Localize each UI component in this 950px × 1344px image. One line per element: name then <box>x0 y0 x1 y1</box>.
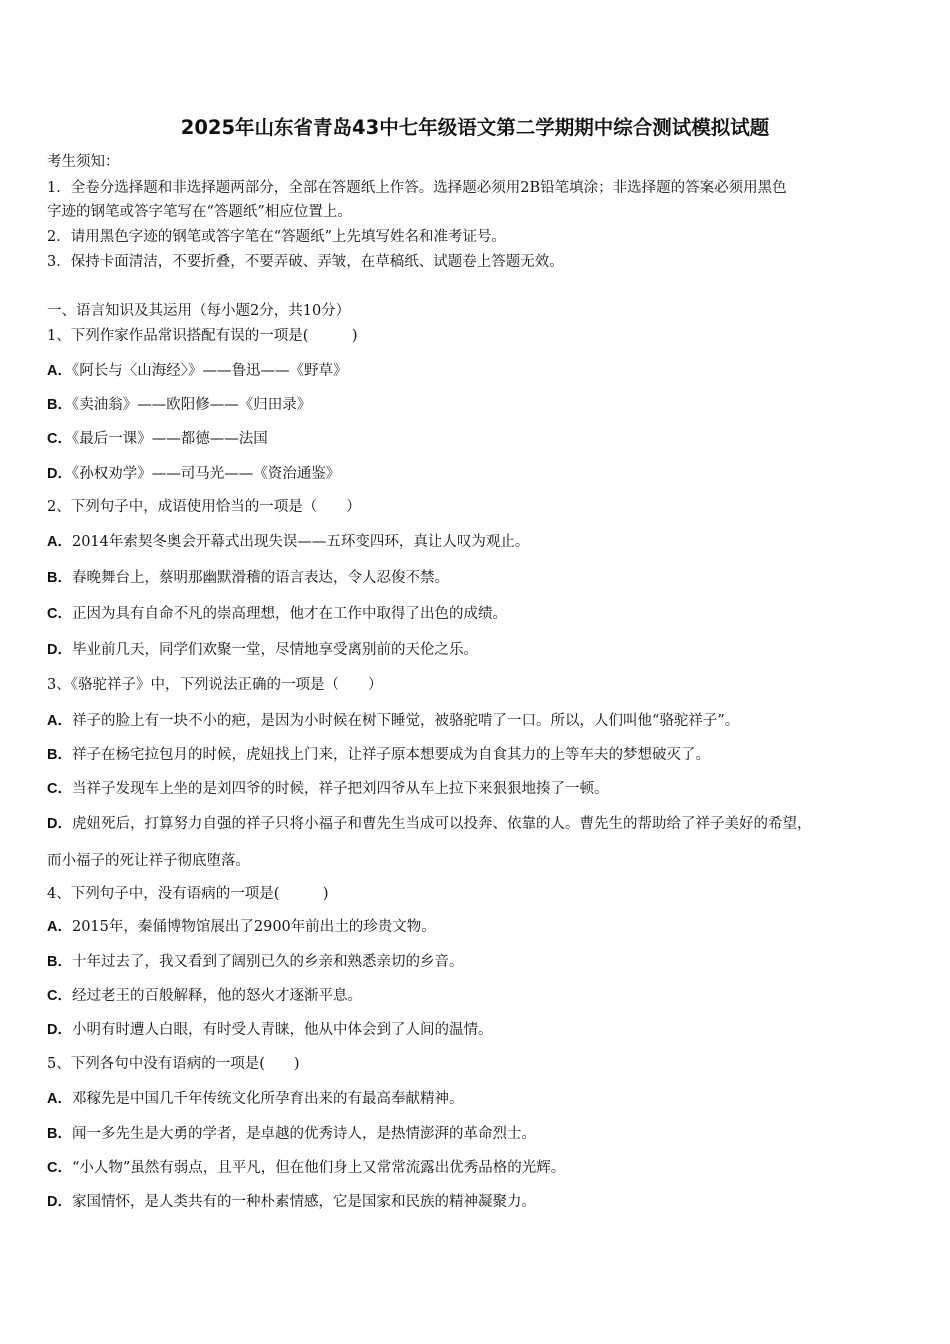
option-letter: D． <box>47 816 72 832</box>
option-text: 祥子的脸上有一块不小的疤，是因为小时候在树下睡觉，被骆驼啃了一口。所以，人们叫他“骆驼祥子”。 <box>71 713 740 729</box>
option-letter: A． <box>47 1091 72 1107</box>
option-text: 《卖油翁》——欧阳修——《归田录》 <box>71 397 312 413</box>
option-text: 邓稼先是中国几千年传统文化所孕育出来的有最高奉献精神。 <box>71 1091 464 1107</box>
option-text: 经过老王的百般解释，他的怒火才逐渐平息。 <box>71 988 362 1004</box>
section-heading: 一、语言知识及其运用（每小题2分，共10分） <box>47 303 351 319</box>
question-3-option-a <box>47 712 739 730</box>
option-letter: B． <box>47 954 72 970</box>
option-letter: C． <box>47 431 72 447</box>
option-letter: D． <box>47 642 72 658</box>
question-2-stem: 2、下列句子中，成语使用恰当的一项是（ ） <box>47 499 361 515</box>
option-letter: A． <box>47 363 72 379</box>
notice-heading: 考生须知： <box>47 154 120 170</box>
question-2-option-b <box>47 569 449 587</box>
option-text: 小明有时遭人白眼，有时受人青睐，他从中体会到了人间的温情。 <box>71 1022 493 1038</box>
option-letter: A． <box>47 534 72 550</box>
question-2-option-a <box>47 533 529 551</box>
option-text: 祥子在杨宅拉包月的时候，虎妞找上门来，让祥子原本想要成为自食其力的上等车夫的梦想破灭了。 <box>71 747 710 763</box>
option-letter: B． <box>47 570 72 586</box>
option-letter: B． <box>47 747 72 763</box>
question-5-option-b <box>47 1125 536 1143</box>
option-letter: C． <box>47 781 72 797</box>
option-text: 2015年，秦俑博物馆展出了2900年前出土的珍贵文物。 <box>71 919 436 935</box>
option-text: 当祥子发现车上坐的是刘四爷的时候，祥子把刘四爷从车上拉下来狠狠地揍了一顿。 <box>71 781 609 797</box>
question-5-option-c <box>47 1159 565 1177</box>
question-2-option-c <box>47 605 507 623</box>
question-4-stem: 4、下列句子中，没有语病的一项是( ) <box>47 886 329 902</box>
notice-item-2: 2．请用黑色字迹的钢笔或答字笔在“答题纸”上先填写姓名和准考证号。 <box>47 229 507 245</box>
question-4-option-a <box>47 918 436 936</box>
option-text: 正因为具有自命不凡的崇高理想，他才在工作中取得了出色的成绩。 <box>71 606 507 622</box>
option-text: 闻一多先生是大勇的学者，是卓越的优秀诗人，是热情澎湃的革命烈士。 <box>71 1126 536 1142</box>
option-letter: C． <box>47 988 72 1004</box>
question-3-option-b <box>47 746 710 764</box>
option-letter: C． <box>47 606 72 622</box>
question-1-option-a <box>47 362 347 380</box>
option-letter: A． <box>47 919 72 935</box>
option-text: 《孙权劝学》——司马光——《资治通鉴》 <box>71 466 341 482</box>
option-letter: B． <box>47 1126 72 1142</box>
option-text: 虎妞死后，打算努力自强的祥子只将小福子和曹先生当成可以投奔、依靠的人。曹先生的帮助给了祥子美好的希望， <box>71 816 812 832</box>
option-letter: C． <box>47 1160 72 1176</box>
question-1-option-c <box>47 430 268 448</box>
option-text: 毕业前几天，同学们欢聚一堂，尽情地享受离别前的天伦之乐。 <box>71 642 478 658</box>
notice-item-3: 3．保持卡面清洁，不要折叠，不要弄破、弄皱，在草稿纸、试题卷上答题无效。 <box>47 254 564 270</box>
option-letter: D． <box>47 1194 72 1210</box>
notice-item-1-line-1: 1．全卷分选择题和非选择题两部分，全部在答题纸上作答。选择题必须用2B铅笔填涂；非选择题的答案必须用黑色 <box>47 180 787 196</box>
question-1-option-b <box>47 396 311 414</box>
question-3-stem: 3、《骆驼祥子》中，下列说法正确的一项是（ ） <box>47 677 383 693</box>
option-letter: D． <box>47 1022 72 1038</box>
question-4-option-b <box>47 953 463 971</box>
option-letter: A． <box>47 713 72 729</box>
question-4-option-c <box>47 987 362 1005</box>
question-3-option-c <box>47 780 608 798</box>
option-letter: D． <box>47 466 72 482</box>
option-text: 《最后一课》——都德——法国 <box>71 431 268 447</box>
question-5-stem: 5、下列各句中没有语病的一项是( ) <box>47 1056 300 1072</box>
option-letter: B． <box>47 397 72 413</box>
question-1-option-d <box>47 465 340 483</box>
notice-item-1-line-2: 字迹的钢笔或答字笔写在“答题纸”相应位置上。 <box>47 204 352 220</box>
question-4-option-d <box>47 1021 492 1039</box>
option-text: 春晚舞台上，蔡明那幽默滑稽的语言表达，令人忍俊不禁。 <box>71 570 449 586</box>
question-3-option-d <box>47 815 811 833</box>
option-text: “小人物”虽然有弱点，且平凡，但在他们身上又常常流露出优秀品格的光辉。 <box>71 1160 566 1176</box>
question-1-stem: 1、下列作家作品常识搭配有误的一项是( ) <box>47 328 358 344</box>
option-text: 《阿长与〈山海经〉》——鲁迅——《野草》 <box>71 363 348 379</box>
option-text: 家国情怀，是人类共有的一种朴素情感，它是国家和民族的精神凝聚力。 <box>71 1194 536 1210</box>
question-3-option-d-continuation: 而小福子的死让祥子彻底堕落。 <box>47 853 250 869</box>
question-2-option-d <box>47 641 478 659</box>
page-title: 2025年山东省青岛43中七年级语文第二学期期中综合测试模拟试题 <box>180 116 770 139</box>
question-5-option-a <box>47 1090 463 1108</box>
option-text: 十年过去了，我又看到了阔别已久的乡亲和熟悉亲切的乡音。 <box>71 954 464 970</box>
question-5-option-d <box>47 1193 536 1211</box>
option-text: 2014年索契冬奥会开幕式出现失误——五环变四环，真让人叹为观止。 <box>71 534 530 550</box>
